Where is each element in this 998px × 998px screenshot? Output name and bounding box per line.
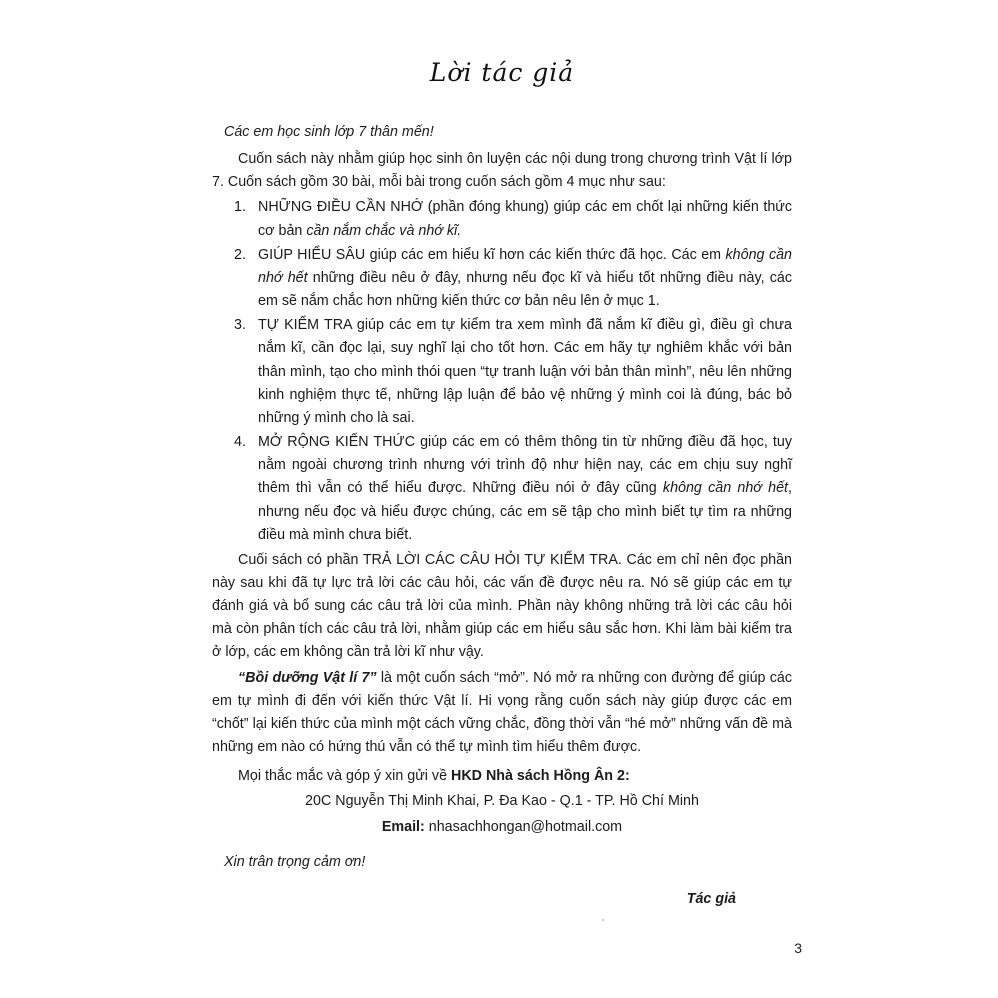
item-text-part1: NHỮNG ĐIỀU CẦN NHỚ (phần đóng khung) giúp các em chốt lại những kiến thức cơ bản: [258, 199, 792, 239]
open-book-rest: là một cuốn sách “mở”. Nó mở ra những con đường để giúp các em tự mình đi đến với kiến thức Vật lí. Hi vọng rằng cuốn sách này giúp được các em “chốt” lại kiến thức của mình một cách vững chắc, đồng thời vẫn “hé mở” những vấn đề mà những em nào có hứng thú vẫn có thể tự mình tìm hiểu thêm được.: [212, 669, 792, 756]
list-item: [212, 314, 792, 430]
item-text-part1: MỞ RỘNG KIẾN THỨC giúp các em có thêm thông tin từ những điều đã học, tuy nằm ngoài chương trình nhưng với trình độ như hiện nay, các em chịu suy nghĩ thêm thì vẫn có thể hiểu được. Những điều nói ở đây cũng: [258, 434, 792, 497]
item-text-part1: TỰ KIỂM TRA giúp các em tự kiểm tra xem mình đã nắm kĩ điều gì, điều gì chưa nắm kĩ, cần đọc lại, suy nghĩ lại cho tốt hơn. Các em hãy tự nghiêm khắc với bản thân mình, tạo cho mình thói quen “tự tranh luận với bản thân mình”, nêu lên những kinh nghiệm thực tế, những lập luận để bảo vệ những ý mình coi là đúng, bác bỏ những ý mình cho là sai.: [258, 317, 792, 426]
answers-paragraph: Cuối sách có phần TRẢ LỜI CÁC CÂU HỎI TỰ KIỂM TRA. Các em chỉ nên đọc phần này sau khi đã tự lực trả lời các câu hỏi, các vấn đề được nêu ra. Nó sẽ giúp các em tự đánh giá và bổ sung các câu trả lời của mình. Phần này không những trả lời các câu hỏi mà còn phân tích các câu trả lời, nhằm giúp các em hiểu sâu sắc hơn. Khi làm bài kiểm tra ở lớp, các em không cần trả lời kĩ như vậy.: [212, 551, 792, 661]
email-label: Email:: [381, 818, 425, 835]
page-number: 3: [794, 940, 802, 956]
open-book-paragraph: [212, 667, 792, 760]
greeting-line: Các em học sinh lớp 7 thân mến!: [224, 124, 434, 140]
page-speck: [602, 919, 604, 921]
contact-address: 20C Nguyễn Thị Minh Khai, P. Đa Kao - Q.1 - TP. Hồ Chí Minh: [305, 793, 699, 810]
book-title: “Bồi dưỡng Vật lí 7”: [238, 669, 377, 686]
item-text-part2: những điều nêu ở đây, nhưng nếu đọc kĩ và hiểu tốt những điều này, các em sẽ nắm chắc hơn những kiến thức cơ bản nêu lên ở mục 1.: [258, 269, 792, 310]
store-name: HKD Nhà sách Hồng Ân 2:: [451, 768, 630, 785]
list-item: [212, 431, 792, 547]
item-text-italic: không cần nhớ hết: [662, 480, 789, 497]
item-text-part2: , nhưng nếu đọc và hiểu được chúng, các em sẽ tập cho mình biết tự tìm ra những điều mà mình chưa biết.: [258, 480, 792, 543]
item-text-italic: cần nắm chắc và nhớ kĩ.: [306, 222, 462, 239]
item-text-part1: GIÚP HIỂU SÂU giúp các em hiểu kĩ hơn các kiến thức đã học. Các em: [258, 246, 726, 263]
page-content: [212, 40, 792, 913]
intro-paragraph: Cuốn sách này nhằm giúp học sinh ôn luyện các nội dung trong chương trình Vật lí lớp 7. Cuốn sách gồm 30 bài, mỗi bài trong cuốn sách gồm 4 mục như sau:: [212, 151, 792, 191]
thanks-line: Xin trân trọng cảm ơn!: [224, 853, 366, 870]
contact-intro: [212, 765, 792, 788]
list-item: [212, 244, 792, 313]
page-title: Lời tác giả: [429, 58, 575, 87]
email-value: nhasachhongan@hotmail.com: [424, 818, 623, 835]
item-text-italic: không cần nhớ hết: [258, 246, 792, 286]
section-list: [212, 196, 792, 546]
contact-intro-text: Mọi thắc mắc và góp ý xin gửi về: [238, 768, 451, 785]
signature-line: Tác giả: [686, 890, 736, 907]
contact-email-line: [212, 816, 792, 839]
list-item: [212, 196, 792, 242]
